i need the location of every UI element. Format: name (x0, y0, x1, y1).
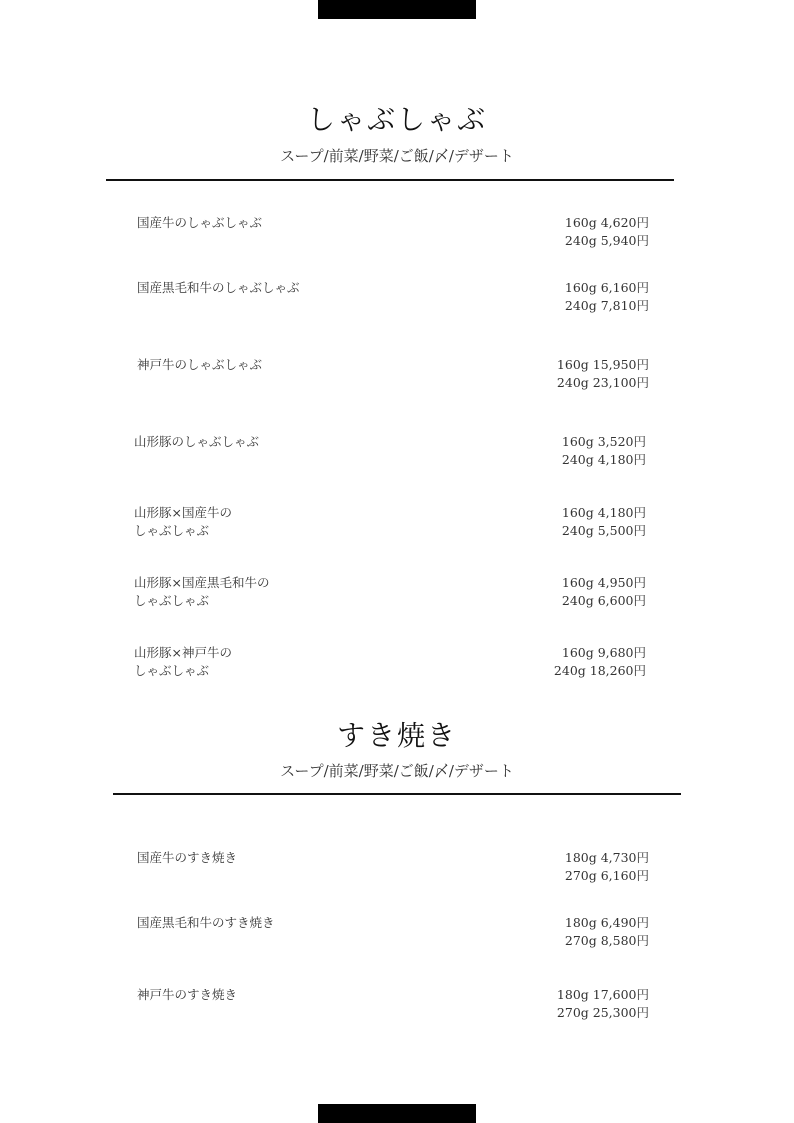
section-subtitle-shabu: スープ/前菜/野菜/ご飯/〆/デザート (280, 147, 514, 165)
section-divider-sukiyaki (113, 793, 681, 795)
item-name: 山形豚×国産黒毛和牛の (134, 575, 270, 590)
item-price: 160g 9,680円 (561, 645, 646, 660)
item-price: 270g 8,580円 (564, 933, 649, 948)
item-price: 240g 5,500円 (561, 523, 646, 538)
item-price: 240g 5,940円 (564, 233, 649, 248)
menu-item (134, 574, 646, 614)
item-price: 240g 4,180円 (561, 452, 646, 467)
bottom-black-bar (318, 1104, 476, 1123)
menu-item (137, 914, 649, 954)
menu-item (137, 214, 649, 254)
item-price: 270g 6,160円 (564, 868, 649, 883)
item-name: 国産牛のすき焼き (137, 850, 238, 865)
menu-item (137, 279, 649, 319)
item-price: 240g 18,260円 (553, 663, 646, 678)
item-name: 山形豚×神戸牛の (134, 645, 232, 660)
item-price: 160g 3,520円 (561, 434, 646, 449)
item-price: 160g 4,180円 (561, 505, 646, 520)
section-divider-shabu (106, 179, 674, 181)
item-name: 国産黒毛和牛のすき焼き (137, 915, 275, 930)
menu-item (134, 504, 646, 544)
menu-item (137, 986, 649, 1026)
item-price: 160g 6,160円 (564, 280, 649, 295)
item-price: 160g 15,950円 (556, 357, 649, 372)
item-price: 270g 25,300円 (556, 1005, 649, 1020)
item-name: 国産黒毛和牛のしゃぶしゃぶ (137, 280, 300, 295)
item-price: 160g 4,950円 (561, 575, 646, 590)
menu-item (134, 644, 646, 684)
item-name: 神戸牛のしゃぶしゃぶ (137, 357, 263, 372)
item-price: 180g 4,730円 (564, 850, 649, 865)
item-price: 160g 4,620円 (564, 215, 649, 230)
item-price: 180g 6,490円 (564, 915, 649, 930)
top-black-bar (318, 0, 476, 19)
item-price: 240g 7,810円 (564, 298, 649, 313)
item-name: しゃぶしゃぶ (134, 663, 210, 678)
section-subtitle-sukiyaki: スープ/前菜/野菜/ご飯/〆/デザート (280, 762, 514, 780)
menu-item (134, 433, 646, 473)
item-name: 神戸牛のすき焼き (137, 987, 238, 1002)
item-name: しゃぶしゃぶ (134, 593, 210, 608)
menu-item (137, 849, 649, 889)
item-price: 180g 17,600円 (556, 987, 649, 1002)
item-price: 240g 23,100円 (556, 375, 649, 390)
item-price: 240g 6,600円 (561, 593, 646, 608)
item-name: しゃぶしゃぶ (134, 523, 210, 538)
item-name: 国産牛のしゃぶしゃぶ (137, 215, 263, 230)
item-name: 山形豚×国産牛の (134, 505, 232, 520)
section-title-shabu: しゃぶしゃぶ (306, 103, 487, 136)
section-title-sukiyaki: すき焼き (336, 719, 457, 752)
item-name: 山形豚のしゃぶしゃぶ (134, 434, 260, 449)
menu-item (137, 356, 649, 396)
